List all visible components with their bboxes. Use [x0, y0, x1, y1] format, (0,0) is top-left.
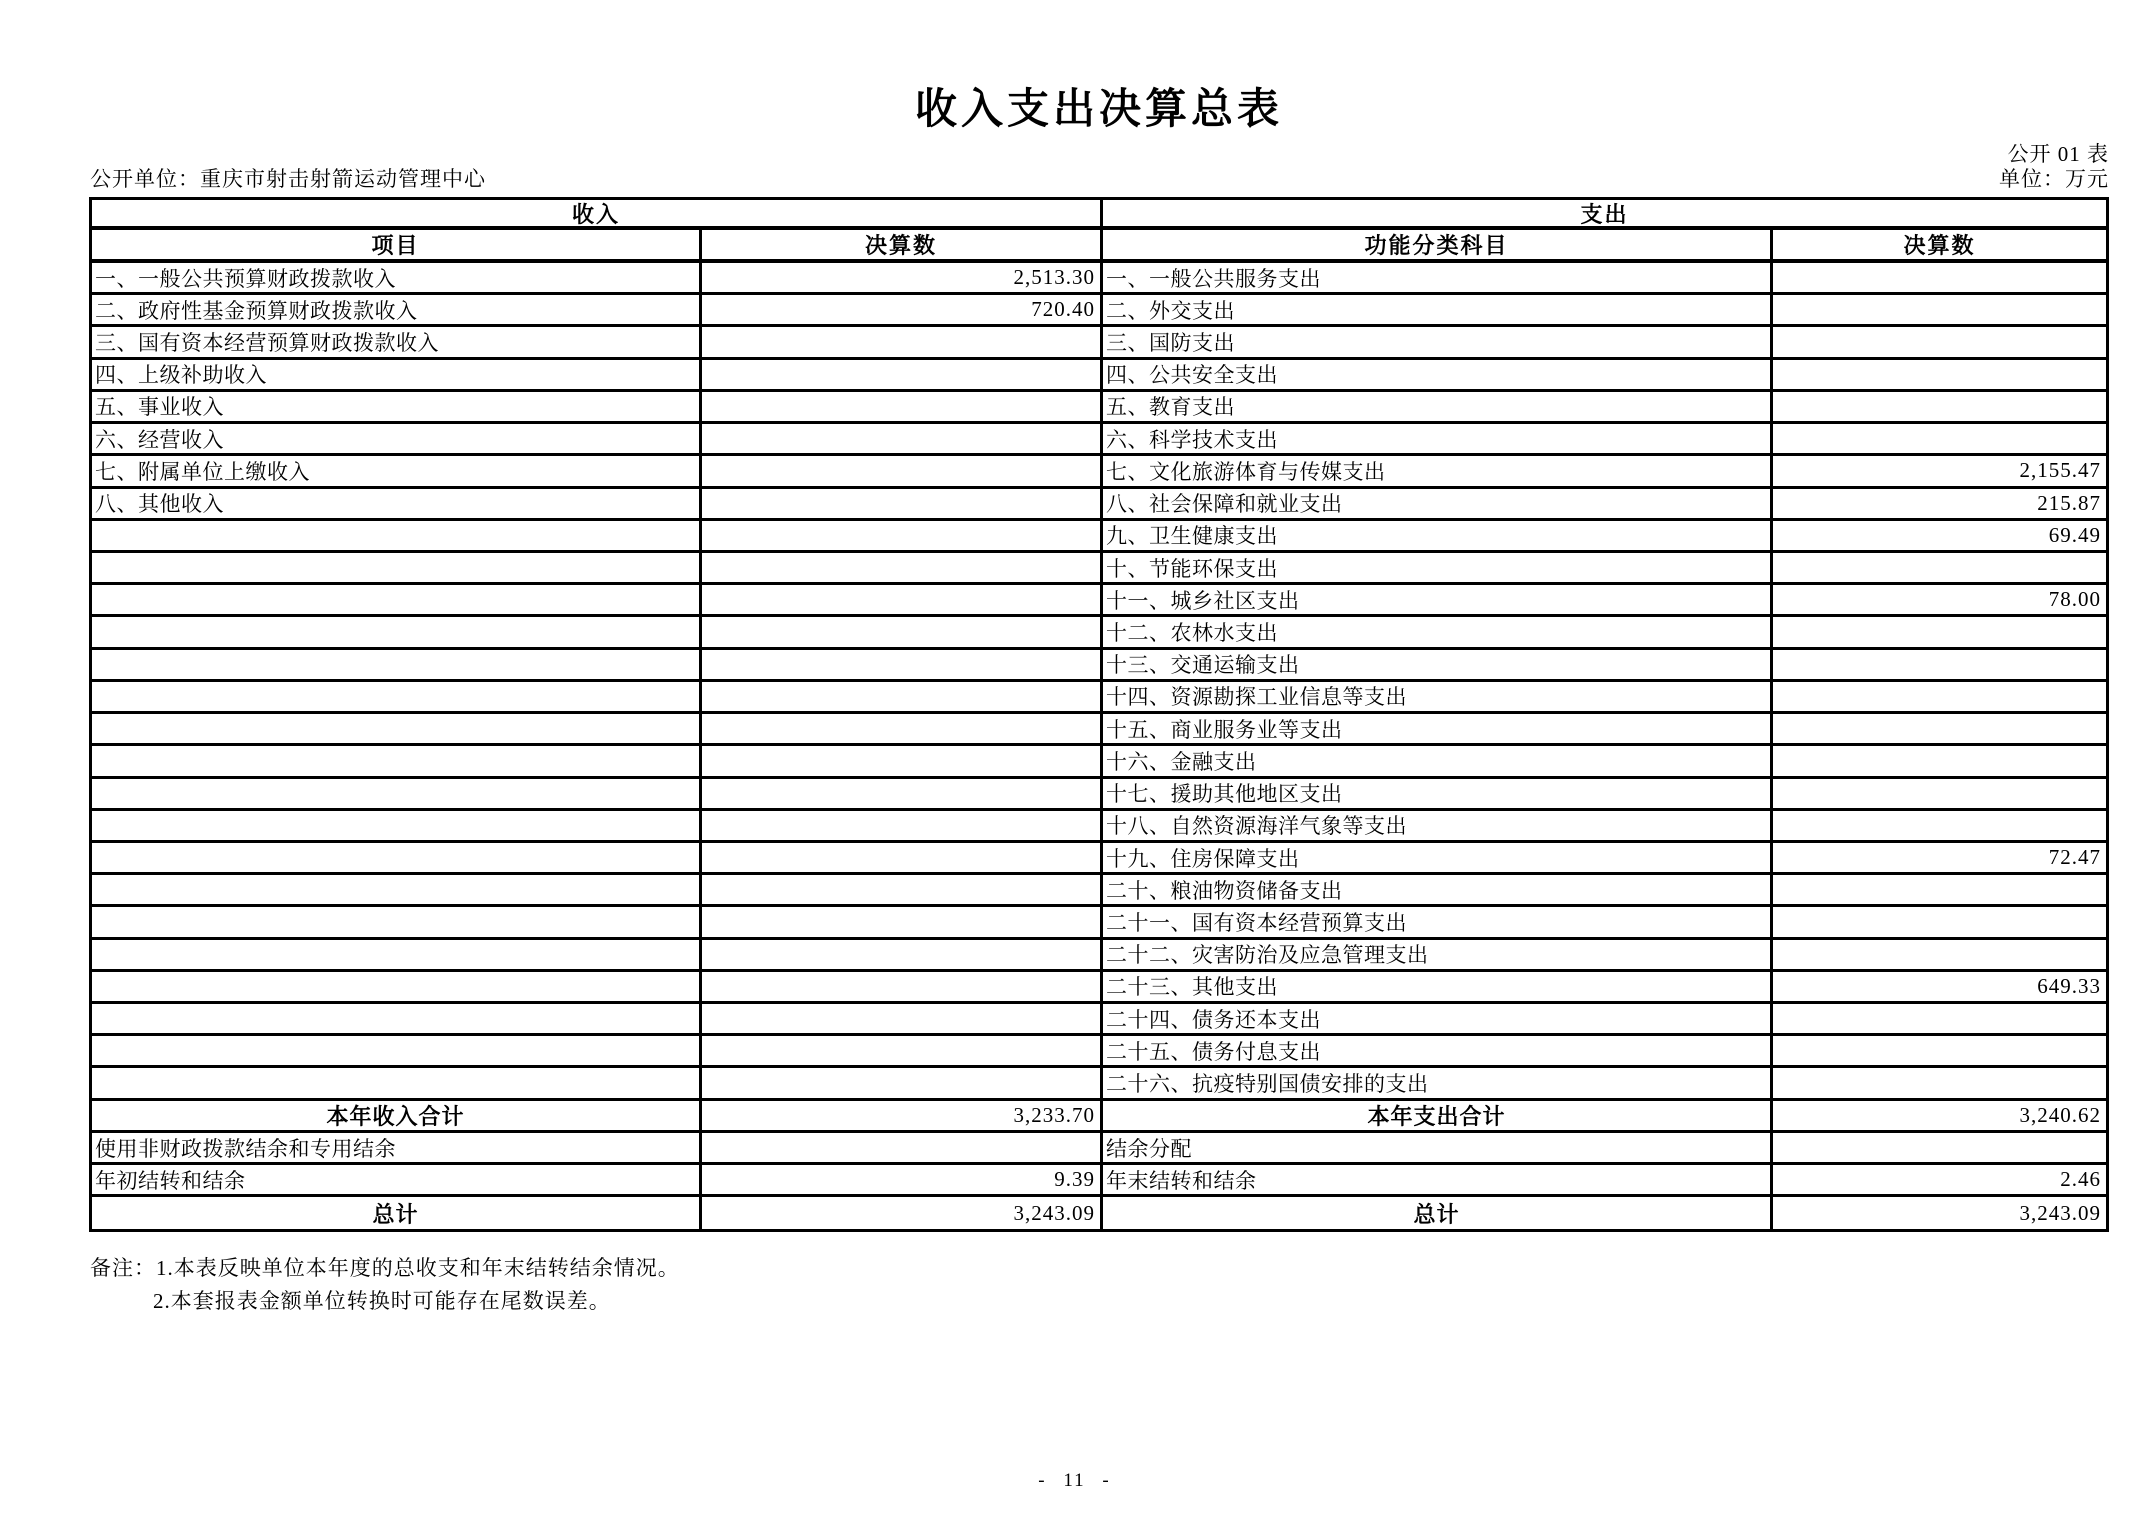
income-item-cell: [92, 907, 702, 936]
table-row: [92, 1133, 2106, 1165]
expense-value-cell: [1773, 1068, 2106, 1097]
expense-item-cell: 十一、城乡社区支出: [1103, 585, 1773, 614]
income-item-cell: 六、经营收入: [92, 424, 702, 453]
table-row: [92, 1068, 2106, 1100]
income-value-cell: [702, 1133, 1103, 1162]
income-value-cell: 720.40: [702, 295, 1103, 324]
income-value-cell: [702, 875, 1103, 904]
expense-item-cell: 七、文化旅游体育与传媒支出: [1103, 456, 1773, 485]
income-value-column-header: 决算数: [702, 230, 1103, 259]
income-value-cell: 9.39: [702, 1165, 1103, 1194]
section-header-row: [92, 200, 2106, 230]
income-item-cell: 七、附属单位上缴收入: [92, 456, 702, 485]
income-item-cell: [92, 940, 702, 969]
expense-item-cell: 十九、住房保障支出: [1103, 843, 1773, 872]
income-value-cell: [702, 779, 1103, 808]
income-item-cell: 使用非财政拨款结余和专用结余: [92, 1133, 702, 1162]
income-value-cell: [702, 360, 1103, 389]
expense-value-cell: [1773, 746, 2106, 775]
income-value-cell: [702, 907, 1103, 936]
income-item-cell: 八、其他收入: [92, 489, 702, 518]
accounts-summary-table: [89, 197, 2109, 1232]
expense-item-cell: 五、教育支出: [1103, 392, 1773, 421]
expense-value-column-header: 决算数: [1903, 233, 1976, 258]
expense-value-cell: [1773, 907, 2106, 936]
expense-item-cell: 四、公共安全支出: [1103, 360, 1773, 389]
income-value-cell: [702, 521, 1103, 550]
expense-value-cell: [1773, 360, 2106, 389]
table-row: [92, 811, 2106, 843]
expense-value-cell: 78.00: [2048, 587, 2101, 612]
expense-item-cell: 十七、援助其他地区支出: [1103, 779, 1773, 808]
table-row: [92, 940, 2106, 972]
table-row: [92, 521, 2106, 553]
footnotes: [90, 1252, 680, 1318]
expense-item-cell: 二十五、债务付息支出: [1103, 1036, 1773, 1065]
income-item-cell: [92, 1068, 702, 1097]
income-value-cell: 2,513.30: [702, 263, 1103, 292]
income-value-cell: [702, 392, 1103, 421]
income-item-cell: 二、政府性基金预算财政拨款收入: [92, 295, 702, 324]
table-row: [92, 682, 2106, 714]
income-value-cell: [702, 714, 1103, 743]
income-value-cell: [702, 1068, 1103, 1097]
expense-value-cell: [1773, 617, 2106, 646]
expense-item-cell: 一、一般公共服务支出: [1103, 263, 1773, 292]
income-value-cell: [702, 843, 1103, 872]
income-section-header: 收入: [92, 200, 1103, 226]
table-row: [92, 875, 2106, 907]
expense-item-cell: 二十、粮油物资储备支出: [1103, 875, 1773, 904]
income-item-cell: [92, 972, 702, 1001]
income-item-cell: [92, 875, 702, 904]
expense-item-cell: 十八、自然资源海洋气象等支出: [1103, 811, 1773, 840]
expense-item-cell: 二十三、其他支出: [1103, 972, 1773, 1001]
table-row: [92, 360, 2106, 392]
expense-item-cell: 总计: [1103, 1197, 1773, 1229]
expense-item-cell: 二十二、灾害防治及应急管理支出: [1103, 940, 1773, 969]
income-item-cell: [92, 585, 702, 614]
income-item-cell: 总计: [92, 1197, 702, 1229]
table-row: [92, 779, 2106, 811]
expense-item-column-header: 功能分类科目: [1103, 230, 1773, 259]
expense-item-cell: 二、外交支出: [1103, 295, 1773, 324]
expense-item-cell: 结余分配: [1103, 1133, 1773, 1162]
expense-value-cell: [1773, 295, 2106, 324]
table-row: [92, 456, 2106, 488]
table-body: [92, 263, 2106, 1230]
table-row: [92, 1036, 2106, 1068]
expense-value-cell: [1773, 875, 2106, 904]
income-value-cell: [702, 424, 1103, 453]
expense-item-cell: 十二、农林水支出: [1103, 617, 1773, 646]
expense-value-cell: [1773, 682, 2106, 711]
income-item-cell: [92, 521, 702, 550]
table-row: [92, 553, 2106, 585]
table-row: [92, 746, 2106, 778]
income-value-cell: [702, 489, 1103, 518]
income-item-cell: [92, 1036, 702, 1065]
table-row: [92, 424, 2106, 456]
income-value-cell: [702, 617, 1103, 646]
page-number: - 11 -: [1038, 1470, 1111, 1491]
expense-item-cell: 九、卫生健康支出: [1103, 521, 1773, 550]
footnote-line: 2.本套报表金额单位转换时可能存在尾数误差。: [153, 1289, 611, 1313]
org-unit-label: 公开单位：重庆市射击射箭运动管理中心: [90, 167, 486, 191]
expense-value-cell: 2,155.47: [2019, 458, 2101, 483]
expense-item-cell: 六、科学技术支出: [1103, 424, 1773, 453]
table-row: [92, 650, 2106, 682]
income-item-cell: [92, 617, 702, 646]
expense-item-cell: 八、社会保障和就业支出: [1103, 489, 1773, 518]
income-item-cell: 四、上级补助收入: [92, 360, 702, 389]
income-value-cell: [702, 1004, 1103, 1033]
income-item-cell: [92, 811, 702, 840]
table-code-label: 公开 01 表: [2007, 142, 2109, 166]
income-item-cell: 一、一般公共预算财政拨款收入: [92, 263, 702, 292]
table-row: [92, 1004, 2106, 1036]
expense-value-cell: [1773, 1133, 2106, 1162]
expense-value-cell: 215.87: [2037, 490, 2101, 515]
expense-value-cell: 3,243.09: [2019, 1200, 2101, 1225]
income-value-cell: [702, 585, 1103, 614]
income-value-cell: [702, 327, 1103, 356]
income-value-cell: [702, 456, 1103, 485]
table-row: [92, 843, 2106, 875]
expense-value-cell: [1773, 1036, 2106, 1065]
expense-value-cell: 649.33: [2037, 973, 2101, 998]
expense-value-cell: [1773, 714, 2106, 743]
expense-item-cell: 十三、交通运输支出: [1103, 650, 1773, 679]
income-item-cell: [92, 779, 702, 808]
income-value-cell: 3,243.09: [702, 1197, 1103, 1229]
expense-item-cell: 二十一、国有资本经营预算支出: [1103, 907, 1773, 936]
income-value-cell: [702, 972, 1103, 1001]
table-row: [92, 489, 2106, 521]
income-value-cell: [702, 746, 1103, 775]
table-row: [92, 585, 2106, 617]
expense-item-cell: 十四、资源勘探工业信息等支出: [1103, 682, 1773, 711]
expense-value-cell: [1773, 392, 2106, 421]
income-item-cell: 三、国有资本经营预算财政拨款收入: [92, 327, 702, 356]
income-value-cell: 3,233.70: [702, 1101, 1103, 1130]
income-item-cell: 年初结转和结余: [92, 1165, 702, 1194]
expense-value-cell: 2.46: [2060, 1167, 2101, 1192]
expense-value-cell: 3,240.62: [2019, 1102, 2101, 1127]
column-header-row: [92, 230, 2106, 263]
expense-item-cell: 二十四、债务还本支出: [1103, 1004, 1773, 1033]
income-item-cell: [92, 1004, 702, 1033]
expense-value-cell: [1773, 327, 2106, 356]
expense-value-cell: [1773, 940, 2106, 969]
income-item-cell: 五、事业收入: [92, 392, 702, 421]
table-row: [92, 263, 2106, 295]
table-row: [92, 1165, 2106, 1197]
expense-item-cell: 本年支出合计: [1103, 1101, 1773, 1130]
income-value-cell: [702, 682, 1103, 711]
income-value-cell: [702, 940, 1103, 969]
table-row: [92, 972, 2106, 1004]
table-row: [92, 714, 2106, 746]
expense-value-cell: [1773, 263, 2106, 292]
expense-item-cell: 十六、金融支出: [1103, 746, 1773, 775]
table-row: [92, 1101, 2106, 1133]
table-row: [92, 295, 2106, 327]
expense-value-cell: [1773, 553, 2106, 582]
expense-item-cell: 二十六、抗疫特别国债安排的支出: [1103, 1068, 1773, 1097]
expense-value-cell: 69.49: [2048, 522, 2101, 547]
income-value-cell: [702, 650, 1103, 679]
income-item-cell: [92, 650, 702, 679]
income-item-cell: 本年收入合计: [92, 1101, 702, 1130]
income-item-cell: [92, 553, 702, 582]
table-row: [92, 907, 2106, 939]
table-row: [92, 617, 2106, 649]
table-row: [92, 327, 2106, 359]
table-row: [92, 392, 2106, 424]
expense-value-cell: [1773, 1004, 2106, 1033]
currency-unit-label: 单位：万元: [1999, 167, 2109, 191]
footnote-line: 备注：1.本表反映单位本年度的总收支和年末结转结余情况。: [90, 1256, 680, 1280]
expense-item-cell: 三、国防支出: [1103, 327, 1773, 356]
expense-value-cell: 72.47: [2048, 845, 2101, 870]
expense-item-cell: 十五、商业服务业等支出: [1103, 714, 1773, 743]
income-value-cell: [702, 1036, 1103, 1065]
expense-value-cell: [1773, 424, 2106, 453]
table-row: [92, 1197, 2106, 1229]
expense-value-cell: [1773, 650, 2106, 679]
expense-value-cell: [1773, 779, 2106, 808]
income-value-cell: [702, 553, 1103, 582]
expense-item-cell: 十、节能环保支出: [1103, 553, 1773, 582]
expense-item-cell: 年末结转和结余: [1103, 1165, 1773, 1194]
income-item-column-header: 项目: [92, 230, 702, 259]
income-item-cell: [92, 843, 702, 872]
page-title: 收入支出决算总表: [914, 87, 1283, 133]
income-item-cell: [92, 714, 702, 743]
income-item-cell: [92, 746, 702, 775]
income-value-cell: [702, 811, 1103, 840]
income-item-cell: [92, 682, 702, 711]
expense-section-header: 支出: [1580, 201, 1629, 226]
expense-value-cell: [1773, 811, 2106, 840]
